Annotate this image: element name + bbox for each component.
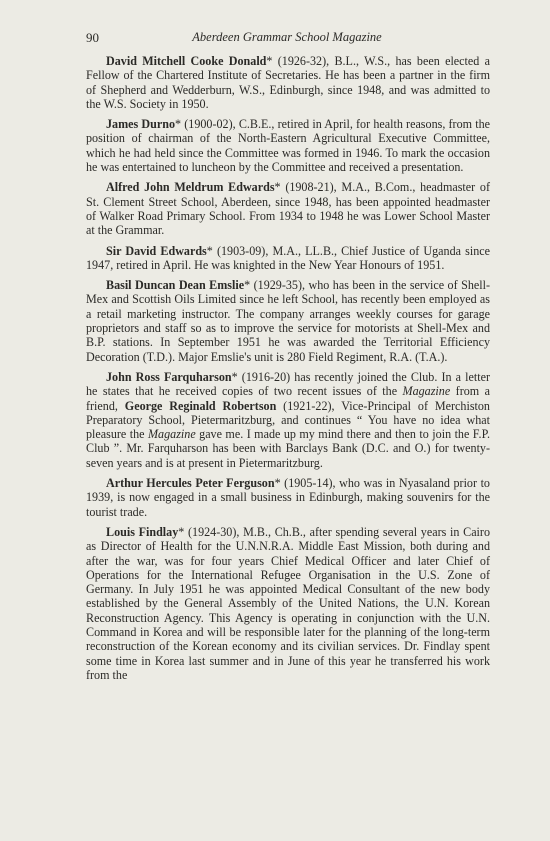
person-name: George Reginald Robertson: [124, 398, 277, 413]
paragraph-text: (1921-22), Vice-Principal of Merchiston Preparatory School, Pietermaritzburg, and continues “ You have no idea what pleasure the: [86, 398, 490, 442]
paragraph-text: gave me. I made up my mind there and then to join the F.P. Club ”. Mr. Farquharson has been with Barclays Bank (D.C. and O.) for twenty-seven years and is at present in Pietermaritzburg.: [86, 427, 490, 470]
paragraph: [86, 180, 490, 237]
paragraph-text: * (1908-21), M.A., B.Com., headmaster of St. Clement Street School, Aberdeen, since 1948, has been appointed headmaster of Walker Road Primary School. From 1934 to 1948 he was Lower School Master at the Grammar.: [86, 180, 491, 238]
person-name: Alfred John Meldrum Edwards: [106, 180, 275, 195]
person-name: Basil Duncan Dean Emslie: [106, 278, 245, 293]
paragraph: [86, 117, 490, 174]
person-name: James Durno: [106, 117, 176, 132]
page-header: [86, 30, 488, 48]
paragraph-text: * (1903-09), M.A., LL.B., Chief Justice of Uganda since 1947, retired in April. He was knighted in the New Year Honours of 1951.: [86, 243, 490, 272]
paragraph-text: from a friend,: [86, 384, 490, 413]
italic-title: Magazine: [147, 427, 196, 442]
paragraph-text: * (1926-32), B.L., W.S., has been elected a Fellow of the Chartered Institute of Secretaries. He has been a partner in the firm of Shepherd and Wedderburn, W.S., Edinburgh, since 1948, and was admitted to the W.S. Society in 1950.: [86, 54, 491, 111]
person-name: John Ross Farquharson: [106, 369, 232, 384]
paragraph-text: * (1916-20) has recently joined the Club. In a letter he states that he received copies of two recent issues of the: [86, 369, 490, 399]
person-name: David Mitchell Cooke Donald: [106, 54, 267, 68]
paragraph-text: * (1905-14), who was in Nyasaland prior to 1939, is now engaged in a small business in Edinburgh, making souvenirs for the tourist trade.: [86, 476, 490, 519]
person-name: Arthur Hercules Peter Ferguson: [106, 476, 275, 491]
paragraph: [86, 370, 490, 470]
page-number: 90: [86, 30, 99, 45]
person-name: Louis Findlay: [106, 524, 179, 539]
paragraph: [86, 278, 490, 364]
italic-title: Magazine: [402, 384, 451, 399]
paragraph: [86, 525, 490, 682]
paragraph-text: * (1929-35), who has been in the service of Shell-Mex and Scottish Oils Limited since he left School, has recently been employed as a retail marketing instructor. The company arranges weekly courses for garage proprietors and staff so as to improve the service for motorists at Shell-Mex and B.P. stations. In September 1951 he was awarded the Territorial Efficiency Decoration (T.D.). Major Emslie's unit is 280 Field Regiment, R.A. (T.A.).: [86, 278, 490, 364]
paragraph: [86, 244, 490, 273]
paragraph: [86, 54, 490, 111]
paragraph: [86, 476, 490, 519]
paragraph-text: * (1900-02), C.B.E., retired in April, for health reasons, from the position of chairman of the North-Eastern Agricultural Executive Committee, which he had held since the Committee was formed in 1946. To mark the occasion he was entertained to luncheon by the Committee and received a presentation.: [86, 117, 490, 175]
article-body: [86, 54, 490, 688]
running-title: Aberdeen Grammar School Magazine: [192, 30, 382, 44]
paragraph-text: * (1924-30), M.B., Ch.B., after spending several years in Cairo as Director of Health for the U.N.N.R.A. Middle East Mission, both during and after the war, was for four years Chief Medical Officer and later Chief of Operations for the International Refugee Organisation in the U.S. Zone of Germany. In July 1951 he was appointed Medical Consultant of the new body established by the General Assembly of the United Nations, the U.N. Korean Reconstruction Agency. This Agency is operating in conjunction with the U.N. Command in Korea and will be responsible later for the planning of the long-term reconstruction of the Korean economy and its civilian services. Dr. Findlay spent some time in Korea last summer and in June of this year he transferred his work from the: [86, 524, 490, 682]
person-name: Sir David Edwards: [106, 243, 207, 258]
